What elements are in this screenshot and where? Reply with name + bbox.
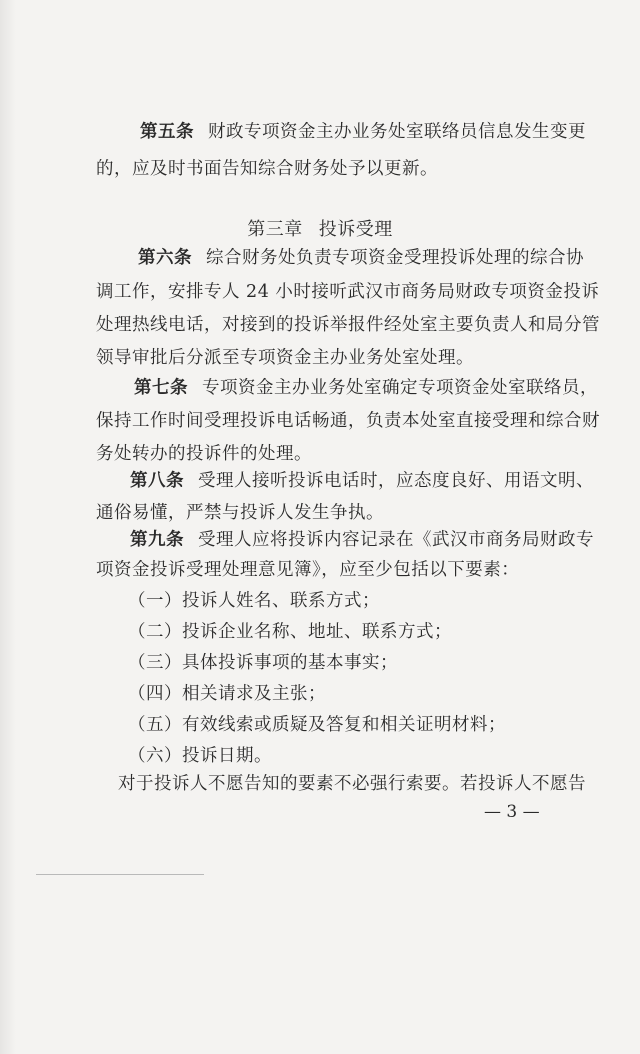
article7-text-1: 专项资金主办业务处室确定专项资金处室联络员， — [202, 378, 598, 398]
article8-heading: 第八条 — [130, 471, 184, 491]
list-item: （六）投诉日期。 — [128, 746, 272, 766]
article6-line3: 处理热线电话，对接到的投诉举报件经处室主要负责人和局分管 — [96, 315, 600, 335]
article9-heading: 第九条 — [130, 530, 184, 550]
list-item: （四）相关请求及主张； — [128, 684, 326, 704]
article7-heading: 第七条 — [134, 378, 188, 398]
article6-line2: 调工作，安排专人 24 小时接听武汉市商务局财政专项资金投诉 — [96, 282, 600, 302]
bottom-rule — [36, 874, 204, 875]
article9-line2: 项资金投诉受理处理意见簿》，应至少包括以下要素： — [96, 560, 520, 580]
list-item: （二）投诉企业名称、地址、联系方式； — [128, 622, 452, 642]
article5-text-1: 财政专项资金主办业务处室联络员信息发生变更 — [208, 122, 586, 142]
list-item: （五）有效线索或质疑及答复和相关证明材料； — [128, 715, 506, 735]
article7-line1 — [0, 376, 640, 400]
article8-line2: 通俗易懂，严禁与投诉人发生争执。 — [96, 503, 384, 523]
list-item: （三）具体投诉事项的基本事实； — [128, 653, 398, 673]
chapter-title — [0, 218, 640, 242]
article6-line4: 领导审批后分派至专项资金主办业务处室处理。 — [96, 348, 474, 368]
chapter-name: 投诉受理 — [318, 219, 393, 240]
article6-line1 — [0, 246, 640, 270]
article5-line1 — [0, 120, 640, 144]
article5-heading: 第五条 — [140, 122, 194, 142]
article6-heading: 第六条 — [138, 248, 192, 268]
chapter-number: 第三章 — [247, 219, 303, 240]
article7-line2: 保持工作时间受理投诉电话畅通，负责本处室直接受理和综合财 — [96, 411, 600, 431]
article8-line1 — [0, 469, 640, 493]
article8-text-1: 受理人接听投诉电话时，应态度良好、用语文明、 — [198, 471, 594, 491]
article5-line2: 的，应及时书面告知综合财务处予以更新。 — [96, 159, 438, 179]
article7-line3: 务处转办的投诉件的处理。 — [96, 444, 312, 464]
page-number: — 3 — — [484, 802, 540, 822]
article9-line1 — [0, 528, 640, 552]
article6-text-1: 综合财务处负责专项资金受理投诉处理的综合协 — [206, 248, 584, 268]
article9-text-1: 受理人应将投诉内容记录在《武汉市商务局财政专 — [198, 530, 594, 550]
list-item: （一）投诉人姓名、联系方式； — [128, 591, 380, 611]
article9-tail: 对于投诉人不愿告知的要素不必强行索要。若投诉人不愿告 — [118, 774, 586, 794]
